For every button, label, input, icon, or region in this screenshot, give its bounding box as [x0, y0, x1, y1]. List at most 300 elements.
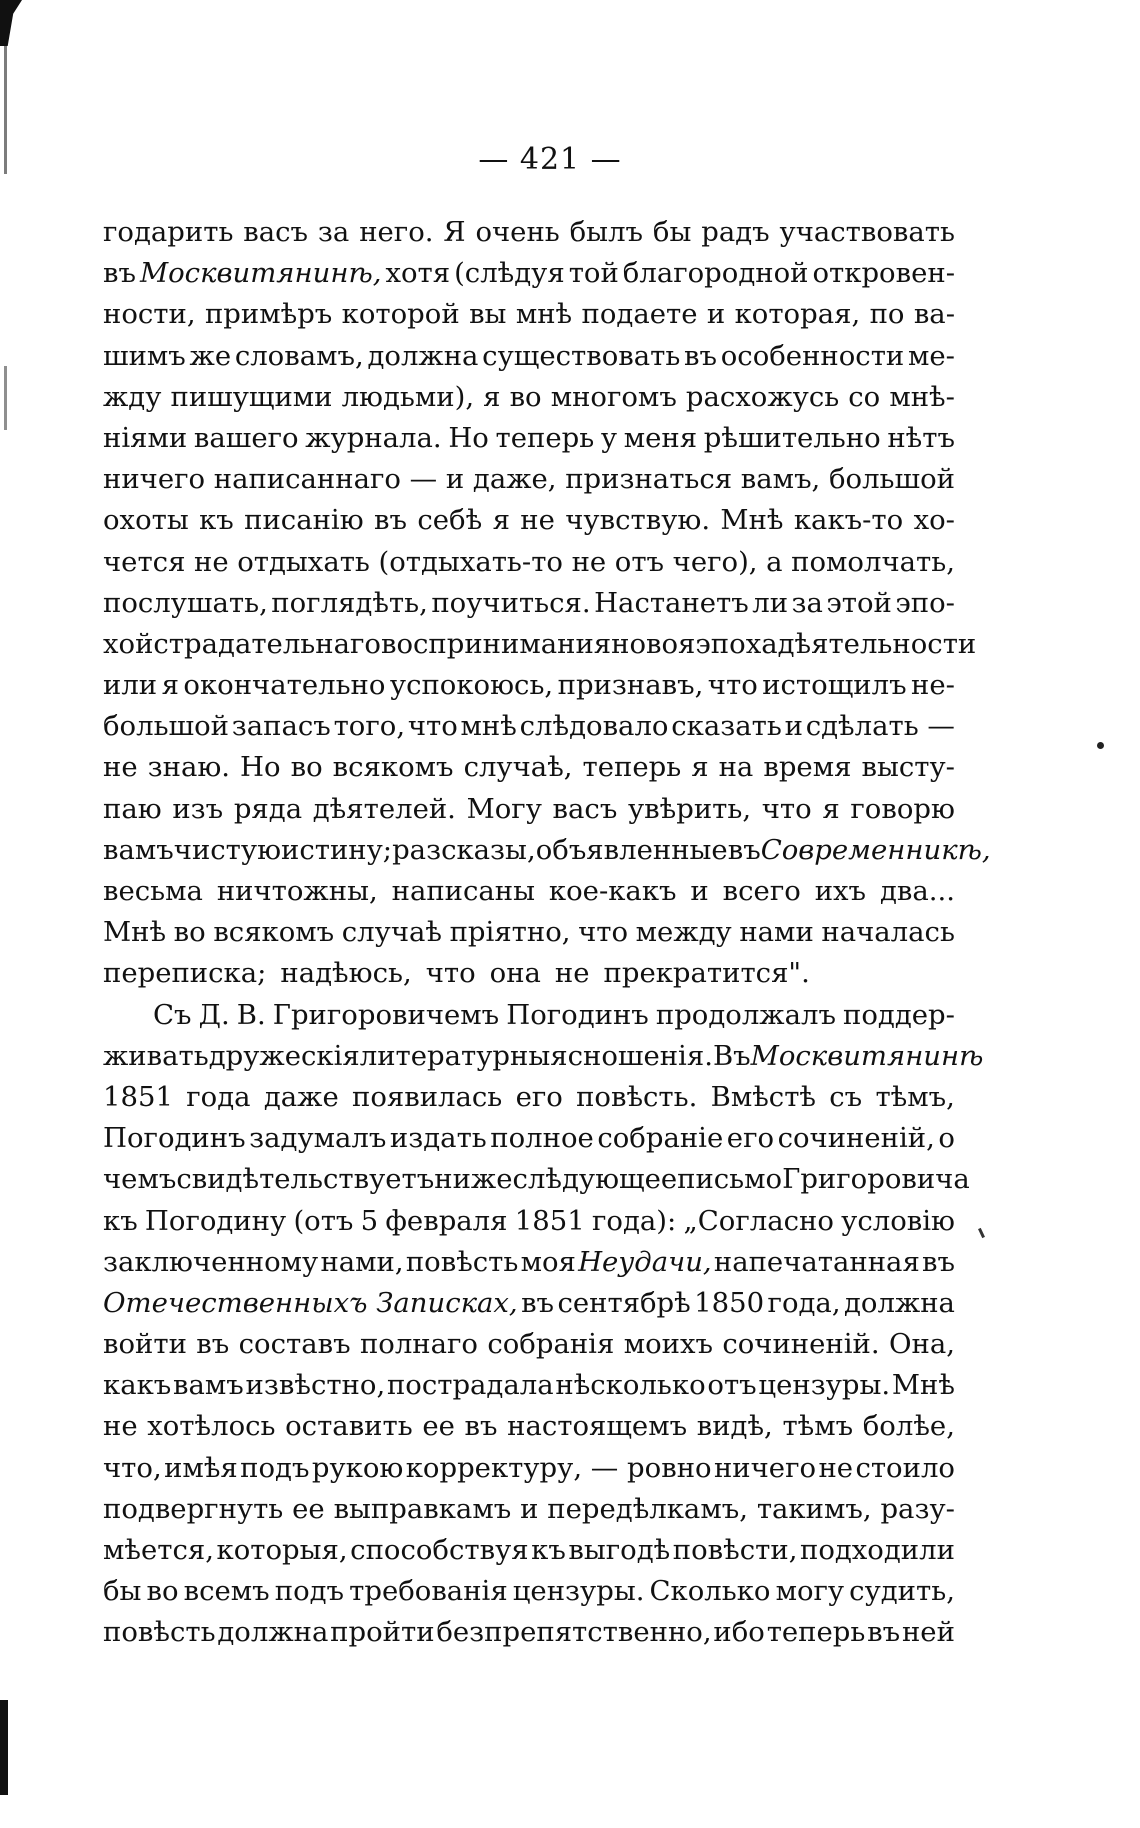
- word: всякомъ: [332, 751, 454, 784]
- word: за: [791, 586, 823, 619]
- word: ничего: [103, 463, 206, 496]
- scan-edge-mark-bottom: [0, 1700, 8, 1795]
- word: 1851: [514, 1204, 585, 1237]
- text-line: [103, 953, 955, 994]
- word: во: [290, 751, 323, 784]
- text-line: [103, 995, 955, 1036]
- word: письмо: [677, 1163, 783, 1196]
- word: сочиненій.: [722, 1328, 880, 1361]
- word: пройти: [330, 1616, 435, 1649]
- word: случаѣ: [341, 916, 442, 949]
- word: и: [784, 710, 803, 743]
- word: цензуры.: [758, 1369, 891, 1402]
- word: задумалъ: [249, 1122, 387, 1155]
- text-line: [103, 253, 955, 294]
- word: составъ: [238, 1328, 351, 1361]
- word: новоя: [611, 627, 696, 660]
- word: о: [938, 1122, 955, 1155]
- word: благородной: [622, 257, 809, 290]
- word: имѣя: [164, 1451, 238, 1484]
- word: надѣюсь,: [280, 957, 412, 990]
- text-line: [103, 1077, 955, 1118]
- word: повѣсть: [103, 1616, 216, 1649]
- word: меня: [623, 421, 698, 454]
- word: написаннаго — и: [213, 463, 465, 496]
- word: въ: [922, 1245, 955, 1278]
- word: мнѣ-: [889, 380, 955, 413]
- body-text: [103, 212, 991, 1654]
- word: вамъ,: [740, 463, 821, 496]
- word: ряда: [233, 792, 303, 825]
- word: воспринимания: [380, 627, 612, 660]
- word: „Согласно: [683, 1204, 834, 1237]
- word: вамъ: [173, 1369, 244, 1402]
- word: окончательно: [183, 669, 386, 702]
- word: не: [194, 545, 229, 578]
- word: и: [520, 1492, 539, 1525]
- word: мѣется,: [103, 1534, 214, 1566]
- word: радъ: [701, 216, 770, 248]
- word: передѣлкамъ,: [547, 1492, 748, 1525]
- word: ли: [752, 586, 789, 619]
- word: подъ: [240, 1451, 310, 1484]
- word: къ: [103, 1204, 138, 1237]
- word: чется: [103, 545, 186, 578]
- word: кое-какъ: [548, 875, 677, 907]
- word: Москвитянинѣ,: [139, 257, 382, 290]
- word: пострадала: [386, 1369, 554, 1402]
- word: что: [407, 710, 458, 743]
- word: мнѣ: [460, 710, 517, 743]
- word: же: [189, 339, 232, 372]
- word: хо-: [913, 504, 955, 537]
- word: сентябрѣ: [557, 1286, 691, 1319]
- word: охоты: [103, 504, 189, 537]
- word: журнала.: [305, 421, 442, 454]
- word: полное: [490, 1122, 594, 1155]
- word: ности,: [103, 298, 196, 331]
- word: полнаго: [359, 1328, 478, 1361]
- word: собранія: [487, 1328, 615, 1361]
- word: въ: [867, 1616, 901, 1649]
- word: 1850: [694, 1286, 765, 1319]
- word: вы: [469, 298, 507, 331]
- scan-edge-mark: [0, 0, 22, 46]
- text-line: [103, 706, 955, 747]
- word: поддер-: [843, 998, 955, 1031]
- word: большой: [828, 463, 955, 496]
- text-line: [103, 583, 955, 624]
- word: во: [146, 1575, 179, 1608]
- word: болѣе,: [862, 1410, 955, 1443]
- word: я: [492, 504, 510, 537]
- word: года):: [591, 1204, 677, 1237]
- word: увѣрить,: [627, 792, 752, 825]
- word: по: [869, 298, 905, 331]
- word: всего: [722, 875, 801, 907]
- word: дѣятельности: [777, 627, 977, 660]
- word: пріятно,: [449, 916, 571, 949]
- word: людьми),: [341, 380, 475, 413]
- word: я: [691, 751, 709, 784]
- word: даже,: [472, 463, 557, 496]
- word: во: [173, 916, 206, 949]
- word: 5: [360, 1204, 379, 1237]
- text-line: [103, 1283, 955, 1324]
- word: не: [103, 1410, 138, 1443]
- word: ней: [901, 1616, 955, 1649]
- word: Отечественныхъ Записках,: [103, 1286, 518, 1319]
- word: нижеслѣдующее: [434, 1163, 678, 1196]
- word: корректуру, — ровно: [405, 1451, 712, 1484]
- word: литературныя: [359, 1039, 568, 1072]
- word: эпоха: [695, 627, 778, 660]
- word: успокоюсь,: [389, 669, 554, 702]
- word: Д.: [198, 998, 230, 1031]
- word: Современникѣ,: [760, 833, 991, 866]
- word: и: [706, 298, 726, 331]
- text-line: [103, 1448, 955, 1489]
- word: страдательнаго: [153, 627, 381, 660]
- word: очень: [475, 216, 560, 248]
- word: цензуры.: [512, 1575, 645, 1608]
- text-line: [103, 1324, 955, 1365]
- word: въ: [727, 833, 761, 866]
- word: (слѣдуя: [454, 257, 565, 290]
- word: рѣшительно: [703, 421, 881, 454]
- word: у: [600, 421, 618, 454]
- word: февраля: [385, 1204, 508, 1237]
- word: видѣ,: [696, 1410, 773, 1443]
- word: чемъ: [103, 1163, 177, 1196]
- word: хой: [103, 627, 154, 660]
- word: ничтожны,: [216, 875, 378, 907]
- word: писанію: [244, 504, 364, 537]
- word: Мнѣ: [891, 1369, 955, 1402]
- word: чистую: [173, 833, 282, 866]
- word: живать: [103, 1039, 209, 1072]
- word: въ: [464, 1410, 498, 1443]
- word: пишущими: [170, 380, 333, 413]
- scan-speck-tick: [978, 1228, 985, 1238]
- word: Григоровичемъ: [272, 998, 500, 1031]
- word: повѣсти,: [672, 1534, 798, 1566]
- word: я: [483, 380, 501, 413]
- word: ее: [422, 1410, 455, 1443]
- text-line: [103, 336, 955, 377]
- word: продолжалъ: [655, 998, 836, 1031]
- word: истину;: [281, 833, 393, 866]
- word: войти: [103, 1328, 187, 1361]
- word: ихъ: [814, 875, 867, 907]
- text-line: [103, 747, 955, 788]
- word: годарить: [103, 216, 234, 248]
- word: появилась: [352, 1080, 503, 1113]
- word: я: [822, 792, 840, 825]
- word: вамъ: [103, 833, 174, 866]
- word: случаѣ,: [463, 751, 573, 784]
- word: выправкамъ: [333, 1492, 512, 1525]
- word: напечатанная: [713, 1245, 920, 1278]
- word: и: [690, 875, 709, 907]
- text-line: [103, 1036, 984, 1077]
- word: время: [763, 751, 852, 784]
- word: сношенія.: [567, 1039, 713, 1072]
- word: настоящемъ: [507, 1410, 688, 1443]
- word: къ: [199, 504, 234, 537]
- text-line: [103, 1406, 955, 1447]
- word: ее: [292, 1492, 325, 1525]
- text-line: [103, 665, 955, 706]
- word: со: [848, 380, 881, 413]
- word: Москвитянинѣ: [750, 1039, 984, 1072]
- word: былъ: [569, 216, 644, 248]
- word: выгодѣ: [568, 1534, 671, 1566]
- word: что: [707, 669, 758, 702]
- text-line: [103, 1159, 970, 1200]
- word: во: [509, 380, 542, 413]
- word: особенности: [720, 339, 905, 372]
- word: повѣсть: [405, 1245, 519, 1278]
- word: подвергнуть: [103, 1492, 284, 1525]
- word: она: [489, 957, 541, 990]
- word: весьма: [103, 875, 203, 907]
- word: ничего: [713, 1451, 817, 1484]
- word: чувствую.: [565, 504, 711, 537]
- word: изъ: [172, 792, 224, 825]
- word: извѣстно,: [245, 1369, 386, 1402]
- word: года,: [767, 1286, 841, 1319]
- word: ибо: [713, 1616, 765, 1649]
- word: не: [103, 751, 138, 784]
- word: а: [766, 545, 783, 578]
- word: шимъ: [103, 339, 186, 372]
- word: теперь: [495, 421, 595, 454]
- word: 1851: [103, 1080, 173, 1113]
- word: такимъ,: [756, 1492, 872, 1525]
- word: съ: [829, 1080, 863, 1113]
- word: не-: [911, 669, 955, 702]
- word: собраніе: [597, 1122, 724, 1155]
- word: Могу: [466, 792, 542, 825]
- word: того,: [333, 710, 406, 743]
- word: года: [186, 1080, 251, 1113]
- word: Съ: [153, 998, 192, 1031]
- word: свидѣтельствуетъ: [176, 1163, 435, 1196]
- text-line: [103, 294, 955, 335]
- text-line: [103, 1365, 955, 1406]
- word: мнѣ: [515, 298, 573, 331]
- text-line: [103, 500, 955, 541]
- word: Мнѣ: [103, 916, 167, 949]
- word: разу-: [880, 1492, 955, 1525]
- word: теперь: [582, 751, 682, 784]
- text-line: [103, 871, 955, 912]
- word: моихъ: [623, 1328, 713, 1361]
- word: Погодинъ: [506, 998, 649, 1031]
- word: хотѣлось: [147, 1410, 276, 1443]
- word: ва-: [913, 298, 955, 331]
- word: за: [317, 216, 350, 248]
- word: Я: [443, 216, 466, 248]
- word: моя: [520, 1245, 576, 1278]
- word: въ: [103, 257, 136, 290]
- word: послушать,: [103, 586, 268, 619]
- word: паю: [103, 792, 162, 825]
- word: многомъ: [550, 380, 677, 413]
- word: тѣмъ: [782, 1410, 854, 1443]
- word: между: [635, 916, 732, 949]
- word: стоило: [855, 1451, 955, 1484]
- word: Мнѣ: [720, 504, 784, 537]
- word: примѣръ: [204, 298, 333, 331]
- word: должна: [367, 339, 479, 372]
- word: написаны: [391, 875, 536, 907]
- word: нѣсколько: [555, 1369, 706, 1402]
- word: отъ: [614, 545, 665, 578]
- word: не: [554, 957, 590, 990]
- word: словамъ,: [234, 339, 364, 372]
- word: высту-: [861, 751, 955, 784]
- word: Вмѣстѣ: [710, 1080, 817, 1113]
- word: могу: [775, 1575, 845, 1608]
- word: нѣтъ: [887, 421, 955, 454]
- word: бы: [103, 1575, 142, 1608]
- text-line: [103, 459, 955, 500]
- word: поучиться.: [431, 586, 591, 619]
- word: дружескія: [208, 1039, 360, 1072]
- word: признаться: [565, 463, 733, 496]
- word: Но: [240, 751, 281, 784]
- word: запасъ: [231, 710, 331, 743]
- word: васъ: [243, 216, 309, 248]
- word: дѣятелей.: [312, 792, 456, 825]
- word: отъ: [707, 1369, 757, 1402]
- word: подъ: [274, 1575, 345, 1608]
- word: помолчать,: [791, 545, 955, 578]
- word: Григоровича: [782, 1163, 970, 1196]
- text-line: [103, 212, 955, 253]
- word: объявленные: [535, 833, 728, 866]
- word: что: [761, 792, 812, 825]
- word: отдыхать: [237, 545, 370, 578]
- word: себѣ: [417, 504, 483, 537]
- word: васъ: [552, 792, 618, 825]
- page-number: — 421 —: [478, 142, 622, 177]
- word: подходили: [799, 1534, 955, 1566]
- text-line: [103, 1612, 955, 1653]
- text-line: [103, 1201, 955, 1242]
- word: которыя,: [216, 1534, 348, 1566]
- word: способствуя: [350, 1534, 529, 1566]
- word: его: [726, 1122, 775, 1155]
- word: поглядѣть,: [271, 586, 428, 619]
- word: Она,: [888, 1328, 955, 1361]
- text-line: [103, 418, 955, 459]
- word: судить,: [849, 1575, 955, 1608]
- word: что,: [103, 1451, 162, 1484]
- word: Сколько: [649, 1575, 771, 1608]
- word: издать: [389, 1122, 487, 1155]
- word: В.: [236, 998, 266, 1031]
- word: повѣсть.: [576, 1080, 698, 1113]
- word: говорю: [850, 792, 955, 825]
- word: подаете: [581, 298, 698, 331]
- word: условію: [841, 1204, 955, 1237]
- word: сочиненій,: [777, 1122, 935, 1155]
- word: тѣмъ,: [875, 1080, 955, 1113]
- scan-speck: [1097, 742, 1104, 749]
- scan-edge-line: [4, 46, 7, 1646]
- word: эпо-: [895, 586, 955, 619]
- word: бы: [652, 216, 692, 248]
- word: существовать: [482, 339, 681, 372]
- text-line: [103, 1242, 955, 1283]
- word: Настанетъ: [594, 586, 749, 619]
- text-line: [103, 1571, 955, 1612]
- word: всемъ: [183, 1575, 270, 1608]
- word: ме-: [907, 339, 955, 372]
- word: (отдыхать-то: [378, 545, 563, 578]
- word: требованія: [349, 1575, 508, 1608]
- text-line: [103, 1489, 955, 1530]
- word: на: [718, 751, 754, 784]
- word: въ: [196, 1328, 230, 1361]
- word: не: [818, 1451, 854, 1484]
- word: безпрепятственно,: [436, 1616, 712, 1649]
- word: откровен-: [812, 257, 955, 290]
- word: жду: [103, 380, 162, 413]
- word: заключенному: [103, 1245, 319, 1278]
- word: хотя: [385, 257, 451, 290]
- word: нами: [739, 916, 814, 949]
- word: что: [578, 916, 629, 949]
- word: прекратится".: [603, 957, 810, 990]
- word: разсказы,: [392, 833, 536, 866]
- word: него.: [359, 216, 434, 248]
- word: теперь: [766, 1616, 866, 1649]
- text-line: [103, 912, 955, 953]
- word: два...: [879, 875, 955, 907]
- word: Но: [448, 421, 489, 454]
- word: не: [571, 545, 607, 578]
- word: или: [103, 669, 158, 702]
- word: вашего: [193, 421, 299, 454]
- word: какъ: [103, 1369, 172, 1402]
- word: не: [520, 504, 555, 537]
- word: въ: [521, 1286, 555, 1319]
- word: (отъ: [293, 1204, 354, 1237]
- word: я: [161, 669, 179, 702]
- word: рукою: [311, 1451, 404, 1484]
- word: началась: [821, 916, 955, 949]
- text-line: [103, 789, 955, 830]
- word: признавъ,: [557, 669, 704, 702]
- word: оставить: [285, 1410, 413, 1443]
- word: къ: [531, 1534, 566, 1566]
- word: въ: [684, 339, 718, 372]
- text-line: [103, 542, 955, 583]
- word: этой: [826, 586, 892, 619]
- word: ніями: [103, 421, 188, 454]
- word: участвовать: [779, 216, 955, 248]
- word: той: [568, 257, 619, 290]
- word: чего),: [672, 545, 758, 578]
- word: большой: [103, 710, 230, 743]
- word: слѣдовало: [519, 710, 669, 743]
- word: его: [515, 1080, 563, 1113]
- text-line: [103, 1530, 955, 1571]
